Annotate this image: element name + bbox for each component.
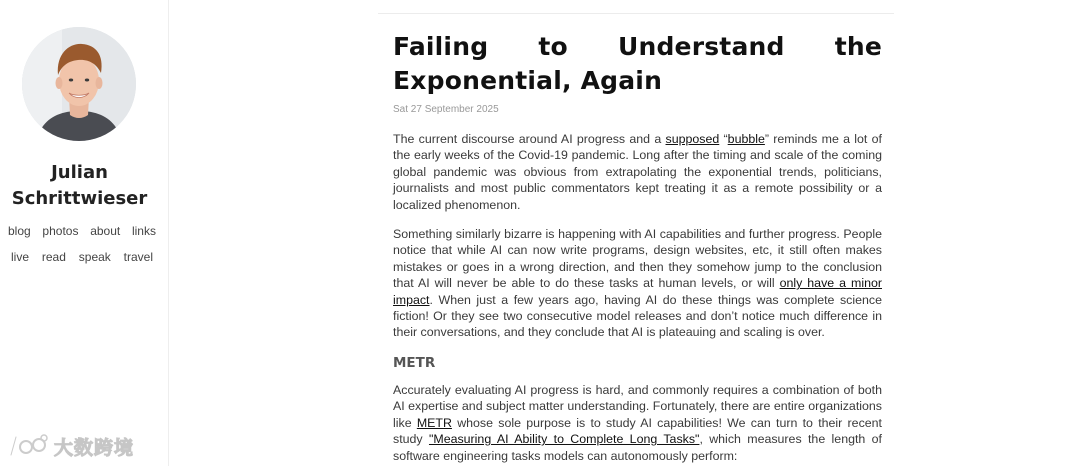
- avatar[interactable]: [22, 27, 136, 141]
- post-title: Failing to Understand the Exponential, Again: [393, 32, 882, 95]
- nav-link-live[interactable]: live: [11, 250, 30, 264]
- nav-link-about[interactable]: about: [90, 224, 121, 238]
- paragraph-text: whose sole purpose is to study AI capabilities! We can turn to their recent study: [393, 415, 882, 447]
- nav-link-blog[interactable]: blog: [8, 224, 31, 238]
- watermark: [8, 432, 134, 460]
- nav-link-photos[interactable]: photos: [42, 224, 79, 238]
- link-metr-study[interactable]: "Measuring AI Ability to Complete Long Tasks": [428, 432, 700, 447]
- nav-row-secondary: [8, 250, 156, 264]
- link-bubble[interactable]: bubble: [727, 132, 765, 146]
- content-top-divider: [378, 13, 894, 14]
- link-metr[interactable]: METR: [416, 415, 452, 430]
- paragraph-text: . When just a few years ago, having AI do these things was complete science fiction! Or they see two consecutive model releases and don’t notice much difference in their conversations, and they conclude that AI is plateauing and scaling is over.: [393, 292, 882, 340]
- watermark-logo-icon: [8, 433, 48, 459]
- section-heading-metr: METR: [393, 354, 436, 371]
- nav-link-travel[interactable]: travel: [123, 250, 153, 264]
- link-minor-impact[interactable]: only have a minor impact: [393, 276, 882, 307]
- blog-post: [393, 30, 882, 464]
- sidebar: [0, 0, 169, 466]
- paragraph-text: “: [719, 132, 728, 146]
- paragraph-text: Accurately evaluating AI progress is hard, and commonly requires a combination of both AI expertise and subject matter understanding. Fortunately, there are entire organizations like: [393, 382, 882, 430]
- site-name-line2: Schrittwieser: [11, 188, 148, 209]
- paragraph-text: Something similarly bizarre is happening with AI capabilities and further progress. People notice that while AI can now write programs, design websites, etc, it still often makes mistakes or goes in a wrong direction, and then they somehow jump to the conclusion that AI will never be able to do these tasks at human levels, or will: [393, 227, 882, 291]
- paragraph-metr: [393, 382, 882, 464]
- nav-row-primary: [8, 224, 156, 238]
- watermark-text: 大数跨境: [54, 436, 135, 459]
- paragraph-text: ” reminds me a lot of the early weeks of the Covid-19 pandemic. Long after the timing and scale of the coming global pandemic was obvious from extrapolating the exponential trends, politicians, journalists and most public commentators kept treating it as a remote possibility or a localized phenomenon.: [393, 132, 882, 212]
- nav-link-speak[interactable]: speak: [78, 250, 111, 264]
- paragraph-text: , which measures the length of software engineering tasks models can autonomously perform:: [393, 432, 882, 463]
- nav-link-read[interactable]: read: [41, 250, 66, 264]
- post-date: Sat 27 September 2025: [393, 104, 499, 115]
- author-portrait-icon: [22, 27, 136, 141]
- site-name-line1: Julian: [51, 162, 108, 183]
- paragraph-intro: [393, 131, 882, 213]
- nav-link-links[interactable]: links: [131, 224, 156, 238]
- link-supposed[interactable]: supposed: [665, 132, 720, 146]
- site-name[interactable]: [0, 160, 159, 212]
- paragraph-text: The current discourse around AI progress and a: [393, 132, 666, 146]
- paragraph-capabilities: [393, 226, 882, 341]
